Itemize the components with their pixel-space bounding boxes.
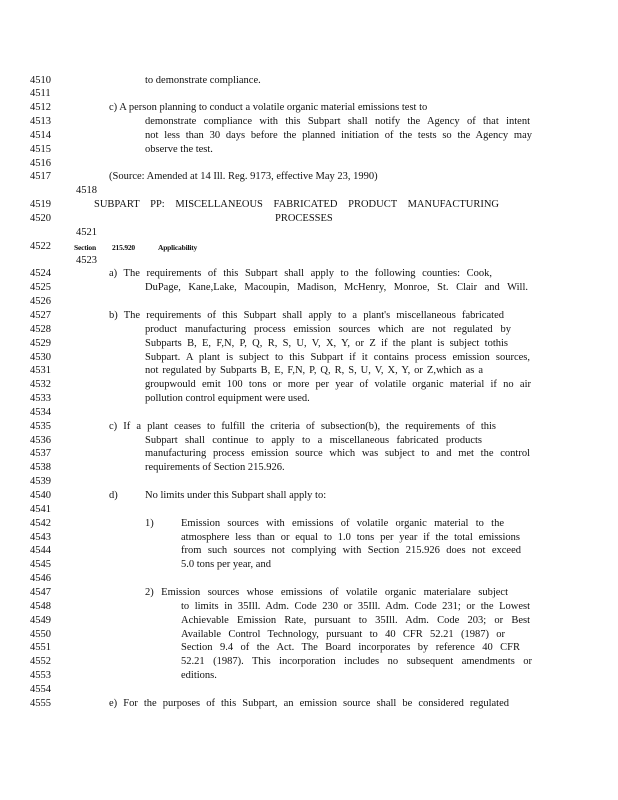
- line-number: 4541: [30, 503, 51, 515]
- line-number: 4529: [30, 337, 51, 349]
- document-line: [0, 101, 618, 115]
- document-line: [0, 406, 618, 420]
- line-text: observe the test.: [145, 143, 213, 155]
- line-text: 5.0 tons per year, and: [181, 559, 271, 571]
- line-number: 4538: [30, 462, 51, 474]
- line-number: 4539: [30, 476, 51, 488]
- line-text: atmosphere less than or equal to 1.0 tons per year if the total emissions: [181, 531, 520, 543]
- line-number: 4553: [30, 670, 51, 682]
- line-number: 4523: [76, 254, 97, 266]
- line-number: 4525: [30, 282, 51, 294]
- document-line: [0, 87, 618, 101]
- document-line: [0, 461, 618, 475]
- document-line: [0, 683, 618, 697]
- document-line: [0, 226, 618, 240]
- line-number: 4540: [30, 490, 51, 501]
- document-line: [0, 586, 618, 600]
- line-number: 4543: [30, 531, 51, 543]
- document-line: [0, 628, 618, 642]
- document-line: [0, 267, 618, 281]
- line-number: 4550: [30, 628, 51, 640]
- line-number: 4528: [30, 323, 51, 335]
- document-line: [0, 434, 618, 448]
- line-text: manufacturing process emission source which was subject to and met the control: [145, 448, 530, 460]
- line-number: 4544: [30, 545, 51, 557]
- line-text: not less than 30 days before the planned initiation of the tests so the Agency may: [145, 129, 532, 141]
- document-line: [0, 669, 618, 683]
- line-text: c) If a plant ceases to fulfill the criteria of subsection(b), the requirements of this: [109, 420, 496, 432]
- document-line: [0, 503, 618, 517]
- document-line: [0, 420, 618, 434]
- line-text: e) For the purposes of this Subpart, an emission source shall be considered regulated: [109, 697, 509, 709]
- section-title: Applicability: [158, 242, 198, 252]
- document-line: [0, 351, 618, 365]
- document-line: [0, 212, 618, 226]
- line-number: 4514: [30, 129, 51, 141]
- document-line: [0, 517, 618, 531]
- document-line: [0, 240, 618, 254]
- item-marker-1: 1): [145, 517, 154, 529]
- document-line: [0, 572, 618, 586]
- line-text: PROCESSES: [275, 213, 333, 224]
- line-text: SUBPART PP: MISCELLANEOUS FABRICATED PRODUCT MANUFACTURING: [94, 199, 499, 211]
- document-line: [0, 378, 618, 392]
- line-text: Available Control Technology, pursuant to 40 CFR 52.21 (1987) or: [181, 628, 505, 640]
- line-number: 4521: [76, 226, 97, 238]
- section-number: 215.920: [112, 242, 135, 252]
- line-number: 4548: [30, 600, 51, 612]
- document-line: [0, 531, 618, 545]
- document-line: [0, 198, 618, 212]
- line-text: product manufacturing process emission sources which are not regulated by: [145, 323, 511, 335]
- document-line: [0, 281, 618, 295]
- line-number: 4532: [30, 379, 51, 391]
- line-number: 4552: [30, 656, 51, 668]
- subsection-marker-d: d): [109, 490, 118, 501]
- document-line: [0, 364, 618, 378]
- document-line: [0, 143, 618, 157]
- line-number: 4530: [30, 351, 51, 363]
- line-text: Subpart shall continue to apply to a miscellaneous fabricated products: [145, 434, 482, 446]
- document-line: [0, 614, 618, 628]
- line-number: 4536: [30, 434, 51, 446]
- line-text: a) The requirements of this Subpart shall apply to the following counties: Cook,: [109, 268, 492, 280]
- line-number: 4549: [30, 614, 51, 626]
- line-number: 4527: [30, 309, 51, 321]
- document-line: [0, 254, 618, 268]
- document-line: [0, 157, 618, 171]
- document-line: [0, 600, 618, 614]
- line-number: 4542: [30, 517, 51, 529]
- line-text: 2) Emission sources whose emissions of volatile organic materialare subject: [145, 586, 508, 598]
- line-number: 4511: [30, 88, 51, 100]
- line-text: DuPage, Kane,Lake, Macoupin, Madison, McHenry, Monroe, St. Clair and Will.: [145, 282, 528, 294]
- line-text: Emission sources with emissions of volatile organic material to the: [181, 517, 504, 529]
- line-number: 4535: [30, 420, 51, 432]
- line-number: 4546: [30, 573, 51, 585]
- line-number: 4520: [30, 213, 51, 224]
- document-line: [0, 115, 618, 129]
- line-number: 4516: [30, 157, 51, 169]
- line-number: 4518: [76, 185, 97, 197]
- line-number: 4515: [30, 143, 51, 155]
- document-line: [0, 697, 618, 711]
- line-number: 4551: [30, 642, 51, 654]
- line-number: 4512: [30, 102, 51, 114]
- document-line: [0, 489, 618, 503]
- document-line: [0, 558, 618, 572]
- document-line: [0, 475, 618, 489]
- line-text: No limits under this Subpart shall apply to:: [145, 490, 327, 501]
- document-line: [0, 392, 618, 406]
- document-line: [0, 184, 618, 198]
- line-text: b) The requirements of this Subpart shall apply to a plant's miscellaneous fabricated: [109, 309, 504, 321]
- line-text: Achievable Emission Rate, pursuant to 35Ill. Adm. Code 203; or Best: [181, 614, 530, 626]
- line-number: 4547: [30, 586, 51, 598]
- document-line: [0, 129, 618, 143]
- line-text: pollution control equipment were used.: [145, 393, 310, 405]
- line-text: editions.: [181, 670, 217, 682]
- line-number: 4534: [30, 406, 51, 418]
- document-line: [0, 74, 618, 88]
- line-number: 4513: [30, 116, 51, 128]
- line-number: 4531: [30, 365, 51, 377]
- line-number: 4554: [30, 683, 51, 695]
- line-number: 4517: [30, 171, 51, 183]
- line-number: 4519: [30, 199, 51, 211]
- line-text: Subparts B, E, F,N, P, Q, R, S, U, V, X, Y, or Z if the plant is subject tothis: [145, 337, 508, 349]
- line-text: groupwould emit 100 tons or more per year of volatile organic material if no air: [145, 379, 531, 391]
- line-number: 4533: [30, 393, 51, 405]
- document-line: [0, 655, 618, 669]
- line-text: 52.21 (1987). This incorporation includes no subsequent amendments or: [181, 656, 532, 668]
- line-text: to demonstrate compliance.: [145, 74, 261, 86]
- line-number: 4545: [30, 559, 51, 571]
- line-text: Subpart. A plant is subject to this Subpart if it contains process emission sources,: [145, 351, 530, 363]
- line-text: (Source: Amended at 14 Ill. Reg. 9173, effective May 23, 1990): [109, 171, 378, 183]
- document-line: [0, 447, 618, 461]
- line-number: 4555: [30, 697, 51, 709]
- document-line: [0, 295, 618, 309]
- line-text: requirements of Section 215.926.: [145, 462, 285, 474]
- line-text: demonstrate compliance with this Subpart shall notify the Agency of that intent: [145, 116, 530, 128]
- line-number: 4524: [30, 268, 51, 280]
- document-line: [0, 170, 618, 184]
- line-number: 4526: [30, 296, 51, 308]
- line-text: c) A person planning to conduct a volatile organic material emissions test to: [109, 102, 428, 114]
- line-number: 4510: [30, 74, 51, 86]
- document-line: [0, 641, 618, 655]
- line-text: not regulated by Subparts B, E, F,N, P, Q, R, S, U, V, X, Y, or Z,which as a: [145, 365, 483, 377]
- section-label: Section: [74, 242, 96, 252]
- line-number: 4522: [30, 240, 51, 252]
- line-text: Section 9.4 of the Act. The Board incorporates by reference 40 CFR: [181, 642, 520, 654]
- document-line: [0, 337, 618, 351]
- document-line: [0, 323, 618, 337]
- document-line: [0, 309, 618, 323]
- line-text: to limits in 35Ill. Adm. Code 230 or 35Ill. Adm. Code 231; or the Lowest: [181, 600, 530, 612]
- line-text: from such sources not complying with Section 215.926 does not exceed: [181, 545, 521, 557]
- line-number: 4537: [30, 448, 51, 460]
- document-line: [0, 544, 618, 558]
